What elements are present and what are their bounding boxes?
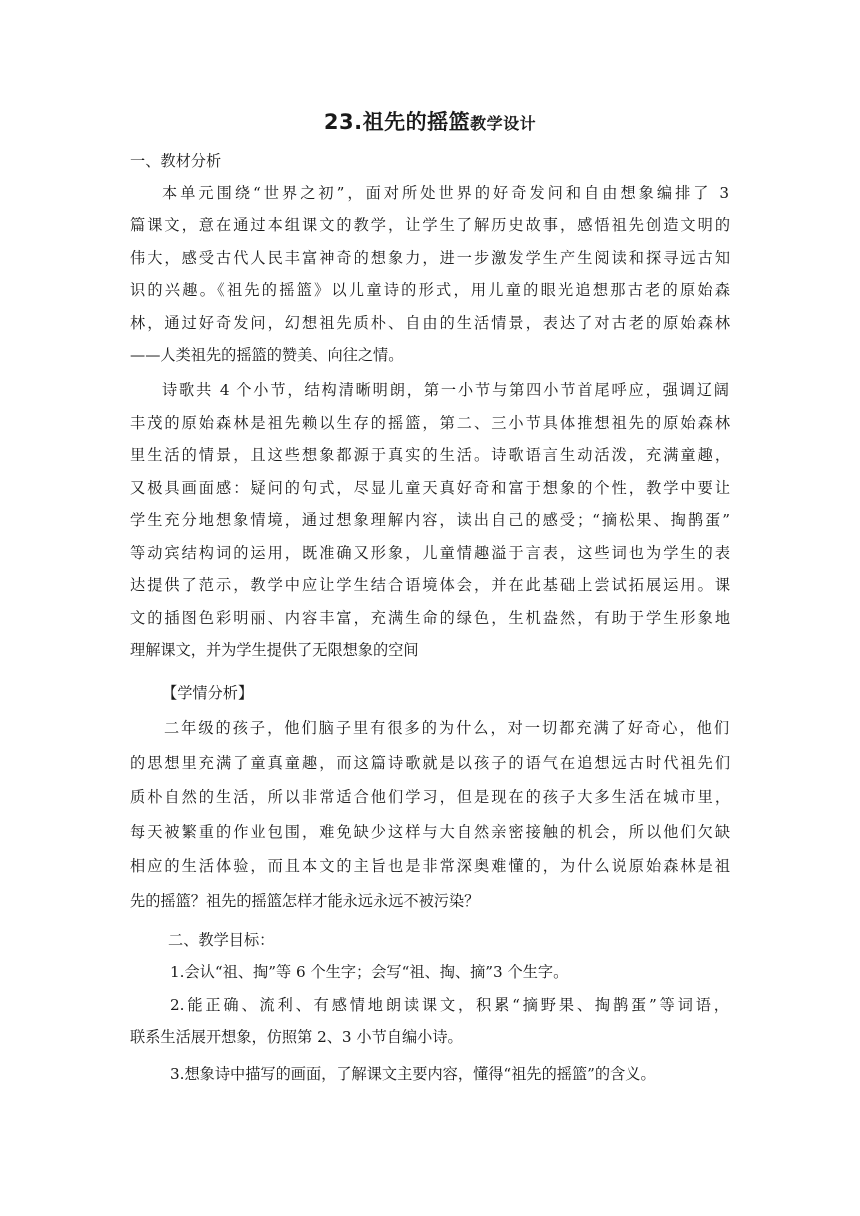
paragraph-line: 文的插图色彩明丽、内容丰富，充满生命的绿色，生机盎然，有助于学生形象地 bbox=[130, 609, 730, 627]
paragraph-line: 二年级的孩子，他们脑子里有很多的为什么，对一切都充满了好奇心，他们 bbox=[164, 719, 729, 737]
goal-item-2-cont: 联系生活展开想象，仿照第 2、3 小节自编小诗。 bbox=[130, 1028, 463, 1046]
section-heading-teaching-goals: 二、教学目标： bbox=[168, 931, 275, 949]
paragraph-line: 相应的生活体验，而且本文的主旨也是非常深奥难懂的，为什么说原始森林是祖 bbox=[130, 857, 730, 875]
paragraph-line: 质朴自然的生活，所以非常适合他们学习，但是现在的孩子大多生活在城市里， bbox=[130, 788, 730, 806]
document-title bbox=[0, 106, 860, 136]
paragraph-line: 先的摇篮？祖先的摇篮怎样才能永远永远不被污染？ bbox=[130, 892, 480, 910]
paragraph-line: 每天被繁重的作业包围，难免缺少这样与大自然亲密接触的机会，所以他们欠缺 bbox=[130, 823, 730, 841]
paragraph-line: 识的兴趣。《祖先的摇篮》以儿童诗的形式，用儿童的眼光追想那古老的原始森 bbox=[130, 281, 730, 299]
paragraph-line: 理解课文，并为学生提供了无限想象的空间 bbox=[130, 641, 419, 659]
title-main: 23.祖先的摇篮 bbox=[323, 110, 471, 134]
paragraph-line: ——人类祖先的摇篮的赞美、向往之情。 bbox=[130, 346, 404, 364]
title-suffix: 教学设计 bbox=[470, 114, 537, 133]
paragraph-line: 等动宾结构词的运用，既准确又形象，儿童情趣溢于言表，这些词也为学生的表 bbox=[130, 544, 730, 562]
goal-item-1: 1.会认“祖、掏”等 6 个生字；会写“祖、掏、摘”3 个生字。 bbox=[170, 963, 569, 981]
paragraph-line: 诗歌共 4 个小节，结构清晰明朗，第一小节与第四小节首尾呼应，强调辽阔 bbox=[162, 381, 729, 399]
paragraph-line: 本单元围绕“世界之初”，面对所处世界的好奇发问和自由想象编排了 3 bbox=[162, 184, 729, 202]
goal-item-2: 2.能正确、流利、有感情地朗读课文，积累“摘野果、掏鹊蛋”等词语， bbox=[170, 996, 729, 1014]
paragraph-line: 里生活的情景，且这些想象都源于真实的生活。诗歌语言生动活泼，充满童趣， bbox=[130, 446, 730, 464]
paragraph-line: 丰茂的原始森林是祖先赖以生存的摇篮，第二、三小节具体推想祖先的原始森林 bbox=[130, 414, 730, 432]
paragraph-line: 林，通过好奇发问，幻想祖先质朴、自由的生活情景，表达了对古老的原始森林 bbox=[130, 314, 730, 332]
paragraph-line: 达提供了范示，教学中应让学生结合语境体会，并在此基础上尝试拓展运用。课 bbox=[130, 576, 730, 594]
paragraph-line: 的思想里充满了童真童趣，而这篇诗歌就是以孩子的语气在追想远古时代祖先们 bbox=[130, 754, 730, 772]
paragraph-line: 又极具画面感：疑问的句式，尽显儿童天真好奇和富于想象的个性，教学中要让 bbox=[130, 479, 730, 497]
paragraph-line: 篇课文，意在通过本组课文的教学，让学生了解历史故事，感悟祖先创造文明的 bbox=[130, 216, 730, 234]
section-heading-student-analysis: 【学情分析】 bbox=[162, 684, 254, 702]
goal-item-3: 3.想象诗中描写的画面，了解课文主要内容，懂得“祖先的摇篮”的含义。 bbox=[170, 1065, 656, 1083]
section-heading-textbook-analysis: 一、教材分析 bbox=[130, 152, 222, 170]
paragraph-line: 学生充分地想象情境，通过想象理解内容，读出自己的感受；“摘松果、掏鹊蛋” bbox=[130, 511, 730, 529]
paragraph-line: 伟大，感受古代人民丰富神奇的想象力，进一步激发学生产生阅读和探寻远古知 bbox=[130, 249, 730, 267]
